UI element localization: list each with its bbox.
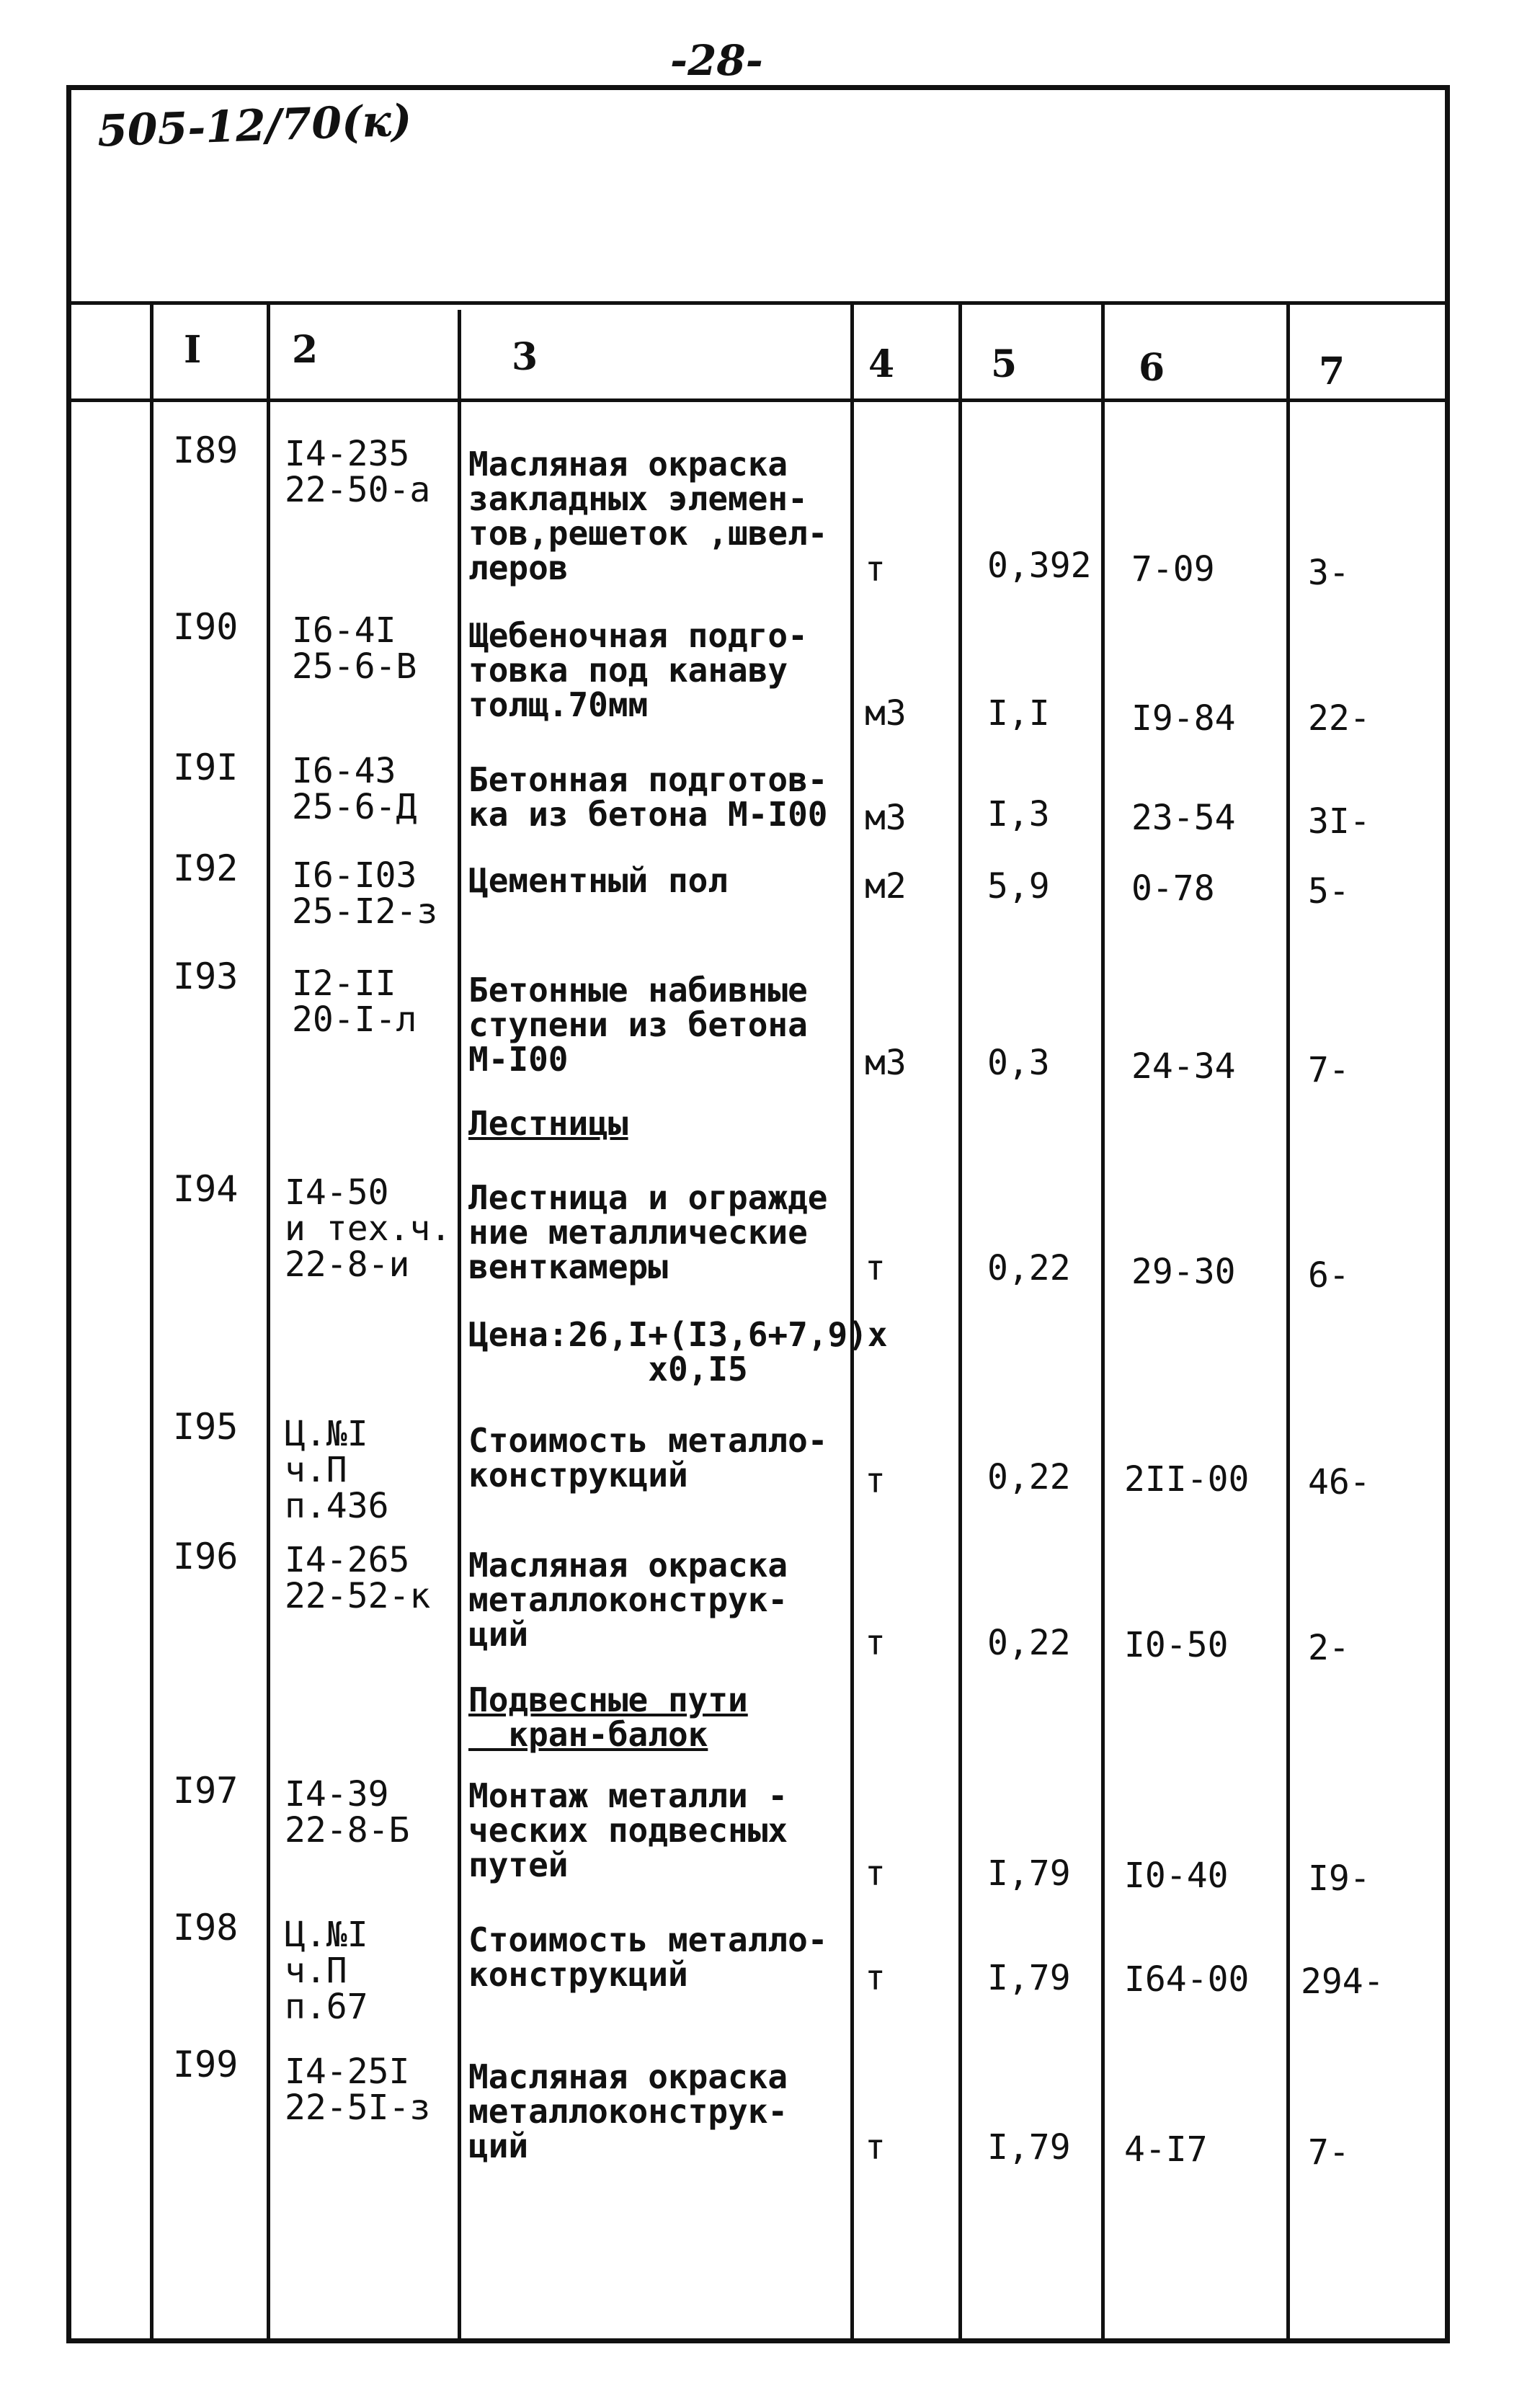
header-col-5: 5 bbox=[991, 342, 1018, 386]
unit-price: 24-34 bbox=[1131, 1046, 1236, 1087]
work-description: Стоимость металло- конструкций bbox=[468, 1421, 828, 1495]
work-description: Бетонные набивные ступени из бетона М-I00 bbox=[468, 971, 808, 1079]
work-description: Масляная окраска металлоконструк- ций bbox=[468, 2057, 788, 2165]
unit-price: 29-30 bbox=[1131, 1252, 1236, 1292]
unit-price: I9-84 bbox=[1131, 698, 1236, 739]
norm-code: I2-II 20-I-л bbox=[292, 963, 417, 1040]
quantity: 0,22 bbox=[987, 1457, 1071, 1497]
work-description: Щебеночная подго- товка под канаву толщ.70мм bbox=[468, 616, 808, 724]
unit: м3 bbox=[865, 1043, 907, 1083]
quantity: 0,3 bbox=[987, 1043, 1050, 1083]
page-number: -28- bbox=[670, 36, 763, 85]
work-description: Монтаж металли - ческих подвесных путей bbox=[468, 1776, 788, 1884]
unit: т bbox=[865, 549, 886, 589]
work-description: Масляная окраска закладных элемен- тов,решеток ,швел- леров bbox=[468, 445, 828, 587]
header-top-rule bbox=[66, 301, 1450, 305]
unit-price: 23-54 bbox=[1131, 798, 1236, 838]
row-number: I90 bbox=[173, 606, 239, 648]
unit: т bbox=[865, 1958, 886, 1998]
unit: т bbox=[865, 1248, 886, 1288]
unit: т bbox=[865, 1461, 886, 1501]
norm-code: I6-4I 25-6-В bbox=[292, 610, 417, 687]
header-bottom-rule bbox=[66, 398, 1450, 402]
unit: м3 bbox=[865, 798, 907, 838]
quantity: I,79 bbox=[987, 1853, 1071, 1894]
row-number: I97 bbox=[173, 1770, 239, 1812]
quantity: 0,392 bbox=[987, 545, 1092, 586]
quantity: 0,22 bbox=[987, 1623, 1071, 1663]
row-number: I92 bbox=[173, 847, 239, 889]
norm-code: I6-43 25-6-Д bbox=[292, 751, 417, 827]
header-col-7: 7 bbox=[1319, 349, 1345, 393]
unit: т bbox=[865, 1623, 886, 1663]
unit: м2 bbox=[865, 866, 907, 907]
column-divider bbox=[1101, 301, 1105, 2343]
total-cost: 3I- bbox=[1308, 801, 1371, 842]
unit-price: I64-00 bbox=[1124, 1959, 1250, 2000]
row-number: I95 bbox=[173, 1406, 239, 1448]
unit-price: 2II-00 bbox=[1124, 1459, 1250, 1500]
work-description: Цементный пол bbox=[468, 861, 729, 900]
section-title: Подвесные пути кран-балок bbox=[468, 1680, 748, 1754]
quantity: I,3 bbox=[987, 794, 1050, 834]
work-description: Масляная окраска металлоконструк- ций bbox=[468, 1546, 788, 1654]
norm-code: Ц.№I ч.П п.436 bbox=[285, 1414, 389, 1526]
header-col-1: I bbox=[184, 328, 202, 372]
total-cost: 5- bbox=[1308, 871, 1350, 912]
norm-code: I4-265 22-52-к bbox=[285, 1540, 431, 1616]
unit: м3 bbox=[865, 693, 907, 734]
norm-code: I4-25I 22-5I-з bbox=[285, 2052, 431, 2128]
header-col-2: 2 bbox=[292, 328, 319, 372]
document-code: 505-12/70(к) bbox=[96, 95, 413, 157]
total-cost: 7- bbox=[1308, 1050, 1350, 1090]
total-cost: 22- bbox=[1308, 698, 1371, 739]
unit-price: I0-50 bbox=[1124, 1625, 1229, 1665]
norm-code: Ц.№I ч.П п.67 bbox=[285, 1915, 368, 2027]
unit: т bbox=[865, 1853, 886, 1894]
unit-price: 4-I7 bbox=[1124, 2129, 1208, 2170]
header-col-6: 6 bbox=[1139, 346, 1165, 390]
column-divider bbox=[1286, 301, 1290, 2343]
column-divider bbox=[267, 301, 270, 2343]
row-number: I93 bbox=[173, 956, 239, 997]
column-divider bbox=[958, 301, 962, 2343]
total-cost: 3- bbox=[1308, 553, 1350, 593]
unit-price: I0-40 bbox=[1124, 1856, 1229, 1896]
work-description: Лестница и огражде ние металлические венткамеры bbox=[468, 1178, 828, 1286]
total-cost: I9- bbox=[1308, 1858, 1371, 1899]
total-cost: 7- bbox=[1308, 2132, 1350, 2173]
row-number: I89 bbox=[173, 429, 239, 471]
total-cost: 46- bbox=[1308, 1462, 1371, 1502]
column-divider bbox=[458, 310, 461, 2343]
unit-price: 7-09 bbox=[1131, 549, 1215, 589]
row-number: I99 bbox=[173, 2044, 239, 2085]
header-col-4: 4 bbox=[868, 342, 895, 386]
quantity: I,79 bbox=[987, 2127, 1071, 2168]
work-description: Бетонная подготов- ка из бетона М-I00 bbox=[468, 760, 828, 834]
section-title: Лестницы bbox=[468, 1104, 628, 1143]
total-cost: 294- bbox=[1301, 1961, 1384, 2002]
norm-code: I6-I03 25-I2-з bbox=[292, 855, 438, 932]
quantity: I,79 bbox=[987, 1958, 1071, 1998]
row-number: I94 bbox=[173, 1168, 239, 1210]
norm-code: I4-39 22-8-Б bbox=[285, 1774, 410, 1850]
header-col-3: 3 bbox=[512, 335, 538, 379]
row-number: I9I bbox=[173, 747, 239, 788]
work-description: Стоимость металло- конструкций bbox=[468, 1920, 828, 1994]
column-divider bbox=[150, 301, 153, 2343]
price-note: Цена:26,I+(I3,6+7,9)х х0,I5 bbox=[468, 1315, 888, 1389]
row-number: I98 bbox=[173, 1907, 239, 1948]
unit-price: 0-78 bbox=[1131, 868, 1215, 909]
quantity: 5,9 bbox=[987, 866, 1050, 907]
norm-code: I4-235 22-50-а bbox=[285, 434, 431, 510]
total-cost: 6- bbox=[1308, 1255, 1350, 1296]
unit: т bbox=[865, 2127, 886, 2168]
quantity: I,I bbox=[987, 693, 1050, 734]
quantity: 0,22 bbox=[987, 1248, 1071, 1288]
total-cost: 2- bbox=[1308, 1628, 1350, 1668]
norm-code: I4-50 и тех.ч. 22-8-и bbox=[285, 1172, 452, 1285]
row-number: I96 bbox=[173, 1536, 239, 1577]
